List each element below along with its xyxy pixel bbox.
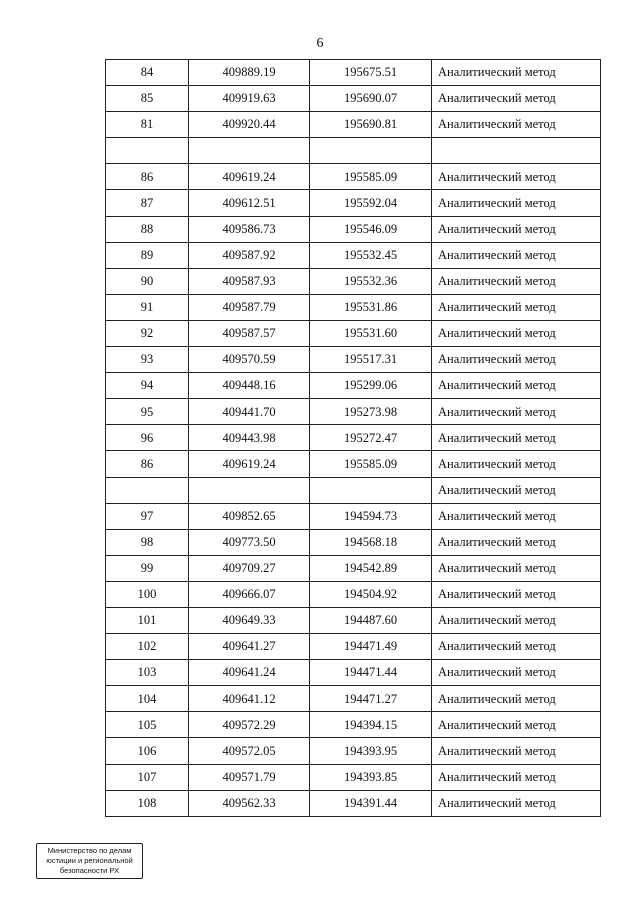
point-number-cell bbox=[106, 138, 189, 164]
x-coordinate-cell: 409570.59 bbox=[189, 347, 310, 373]
y-coordinate-cell: 195690.07 bbox=[310, 86, 432, 112]
point-number-cell: 86 bbox=[106, 451, 189, 477]
table-row bbox=[106, 268, 601, 294]
y-coordinate-cell: 195299.06 bbox=[310, 373, 432, 399]
method-cell: Аналитический метод bbox=[432, 86, 601, 112]
table-row bbox=[106, 607, 601, 633]
table-row bbox=[106, 634, 601, 660]
x-coordinate-cell: 409709.27 bbox=[189, 555, 310, 581]
point-number-cell: 89 bbox=[106, 242, 189, 268]
table-row bbox=[106, 164, 601, 190]
y-coordinate-cell: 195532.36 bbox=[310, 268, 432, 294]
y-coordinate-cell: 195675.51 bbox=[310, 60, 432, 86]
point-number-cell: 94 bbox=[106, 373, 189, 399]
method-cell: Аналитический метод bbox=[432, 190, 601, 216]
method-cell: Аналитический метод bbox=[432, 686, 601, 712]
x-coordinate-cell: 409889.19 bbox=[189, 60, 310, 86]
table-row bbox=[106, 712, 601, 738]
method-cell: Аналитический метод bbox=[432, 216, 601, 242]
x-coordinate-cell: 409572.05 bbox=[189, 738, 310, 764]
x-coordinate-cell: 409773.50 bbox=[189, 529, 310, 555]
table-row bbox=[106, 60, 601, 86]
method-cell: Аналитический метод bbox=[432, 529, 601, 555]
y-coordinate-cell: 195546.09 bbox=[310, 216, 432, 242]
y-coordinate-cell: 194504.92 bbox=[310, 581, 432, 607]
method-cell: Аналитический метод bbox=[432, 399, 601, 425]
y-coordinate-cell: 195531.60 bbox=[310, 320, 432, 346]
x-coordinate-cell: 409649.33 bbox=[189, 607, 310, 633]
point-number-cell bbox=[106, 477, 189, 503]
point-number-cell: 107 bbox=[106, 764, 189, 790]
point-number-cell: 92 bbox=[106, 320, 189, 346]
y-coordinate-cell: 194394.15 bbox=[310, 712, 432, 738]
page-number: 6 bbox=[316, 36, 324, 51]
y-coordinate-cell: 195532.45 bbox=[310, 242, 432, 268]
table-row bbox=[106, 112, 601, 138]
method-cell: Аналитический метод bbox=[432, 790, 601, 816]
table-row bbox=[106, 320, 601, 346]
x-coordinate-cell: 409587.92 bbox=[189, 242, 310, 268]
table-row bbox=[106, 86, 601, 112]
y-coordinate-cell: 195585.09 bbox=[310, 164, 432, 190]
table-row bbox=[106, 660, 601, 686]
y-coordinate-cell: 194568.18 bbox=[310, 529, 432, 555]
point-number-cell: 106 bbox=[106, 738, 189, 764]
method-cell: Аналитический метод bbox=[432, 660, 601, 686]
y-coordinate-cell: 195273.98 bbox=[310, 399, 432, 425]
x-coordinate-cell: 409587.93 bbox=[189, 268, 310, 294]
y-coordinate-cell: 194542.89 bbox=[310, 555, 432, 581]
table-row bbox=[106, 190, 601, 216]
x-coordinate-cell: 409448.16 bbox=[189, 373, 310, 399]
table-row bbox=[106, 216, 601, 242]
table-row bbox=[106, 686, 601, 712]
table-row bbox=[106, 503, 601, 529]
table-row bbox=[106, 347, 601, 373]
point-number-cell: 100 bbox=[106, 581, 189, 607]
method-cell: Аналитический метод bbox=[432, 503, 601, 529]
point-number-cell: 108 bbox=[106, 790, 189, 816]
point-number-cell: 96 bbox=[106, 425, 189, 451]
method-cell: Аналитический метод bbox=[432, 268, 601, 294]
table-row bbox=[106, 764, 601, 790]
y-coordinate-cell: 194391.44 bbox=[310, 790, 432, 816]
ministry-stamp bbox=[36, 843, 143, 879]
table-row bbox=[106, 138, 601, 164]
y-coordinate-cell: 195517.31 bbox=[310, 347, 432, 373]
method-cell: Аналитический метод bbox=[432, 634, 601, 660]
point-number-cell: 104 bbox=[106, 686, 189, 712]
x-coordinate-cell: 409587.79 bbox=[189, 294, 310, 320]
method-cell: Аналитический метод bbox=[432, 581, 601, 607]
x-coordinate-cell: 409572.29 bbox=[189, 712, 310, 738]
x-coordinate-cell: 409852.65 bbox=[189, 503, 310, 529]
table-body bbox=[106, 60, 601, 817]
x-coordinate-cell: 409586.73 bbox=[189, 216, 310, 242]
point-number-cell: 105 bbox=[106, 712, 189, 738]
y-coordinate-cell: 194393.85 bbox=[310, 764, 432, 790]
y-coordinate-cell: 194471.44 bbox=[310, 660, 432, 686]
table-row bbox=[106, 242, 601, 268]
x-coordinate-cell: 409666.07 bbox=[189, 581, 310, 607]
table-row bbox=[106, 451, 601, 477]
point-number-cell: 93 bbox=[106, 347, 189, 373]
stamp-line: безопасности РХ bbox=[59, 866, 120, 875]
point-number-cell: 97 bbox=[106, 503, 189, 529]
method-cell: Аналитический метод bbox=[432, 112, 601, 138]
x-coordinate-cell: 409619.24 bbox=[189, 164, 310, 190]
y-coordinate-cell: 194594.73 bbox=[310, 503, 432, 529]
y-coordinate-cell bbox=[310, 477, 432, 503]
method-cell: Аналитический метод bbox=[432, 451, 601, 477]
x-coordinate-cell: 409619.24 bbox=[189, 451, 310, 477]
point-number-cell: 81 bbox=[106, 112, 189, 138]
x-coordinate-cell bbox=[189, 477, 310, 503]
method-cell: Аналитический метод bbox=[432, 738, 601, 764]
y-coordinate-cell: 194487.60 bbox=[310, 607, 432, 633]
y-coordinate-cell: 195272.47 bbox=[310, 425, 432, 451]
table-row bbox=[106, 738, 601, 764]
method-cell: Аналитический метод bbox=[432, 347, 601, 373]
table-row bbox=[106, 399, 601, 425]
table-row bbox=[106, 425, 601, 451]
method-cell: Аналитический метод bbox=[432, 555, 601, 581]
table-row bbox=[106, 529, 601, 555]
point-number-cell: 84 bbox=[106, 60, 189, 86]
point-number-cell: 87 bbox=[106, 190, 189, 216]
stamp-line: юстиции и региональной bbox=[46, 856, 133, 865]
y-coordinate-cell: 195690.81 bbox=[310, 112, 432, 138]
x-coordinate-cell: 409641.24 bbox=[189, 660, 310, 686]
method-cell: Аналитический метод bbox=[432, 242, 601, 268]
x-coordinate-cell: 409641.27 bbox=[189, 634, 310, 660]
table-row bbox=[106, 477, 601, 503]
table-row bbox=[106, 790, 601, 816]
x-coordinate-cell: 409441.70 bbox=[189, 399, 310, 425]
table-row bbox=[106, 294, 601, 320]
method-cell: Аналитический метод bbox=[432, 373, 601, 399]
point-number-cell: 86 bbox=[106, 164, 189, 190]
table-row bbox=[106, 555, 601, 581]
method-cell: Аналитический метод bbox=[432, 712, 601, 738]
point-number-cell: 90 bbox=[106, 268, 189, 294]
point-number-cell: 91 bbox=[106, 294, 189, 320]
x-coordinate-cell: 409443.98 bbox=[189, 425, 310, 451]
y-coordinate-cell: 194393.95 bbox=[310, 738, 432, 764]
method-cell bbox=[432, 138, 601, 164]
method-cell: Аналитический метод bbox=[432, 320, 601, 346]
point-number-cell: 99 bbox=[106, 555, 189, 581]
point-number-cell: 95 bbox=[106, 399, 189, 425]
point-number-cell: 88 bbox=[106, 216, 189, 242]
table-row bbox=[106, 581, 601, 607]
point-number-cell: 98 bbox=[106, 529, 189, 555]
method-cell: Аналитический метод bbox=[432, 764, 601, 790]
x-coordinate-cell: 409587.57 bbox=[189, 320, 310, 346]
x-coordinate-cell: 409641.12 bbox=[189, 686, 310, 712]
point-number-cell: 103 bbox=[106, 660, 189, 686]
x-coordinate-cell: 409571.79 bbox=[189, 764, 310, 790]
coordinates-table bbox=[105, 59, 601, 817]
method-cell: Аналитический метод bbox=[432, 294, 601, 320]
y-coordinate-cell: 195585.09 bbox=[310, 451, 432, 477]
table-row bbox=[106, 373, 601, 399]
point-number-cell: 85 bbox=[106, 86, 189, 112]
method-cell: Аналитический метод bbox=[432, 164, 601, 190]
x-coordinate-cell: 409612.51 bbox=[189, 190, 310, 216]
x-coordinate-cell bbox=[189, 138, 310, 164]
point-number-cell: 101 bbox=[106, 607, 189, 633]
x-coordinate-cell: 409920.44 bbox=[189, 112, 310, 138]
y-coordinate-cell: 194471.49 bbox=[310, 634, 432, 660]
method-cell: Аналитический метод bbox=[432, 60, 601, 86]
method-cell: Аналитический метод bbox=[432, 607, 601, 633]
y-coordinate-cell bbox=[310, 138, 432, 164]
y-coordinate-cell: 195592.04 bbox=[310, 190, 432, 216]
method-cell: Аналитический метод bbox=[432, 477, 601, 503]
x-coordinate-cell: 409919.63 bbox=[189, 86, 310, 112]
stamp-line: Министерство по делам bbox=[47, 846, 132, 855]
x-coordinate-cell: 409562.33 bbox=[189, 790, 310, 816]
y-coordinate-cell: 195531.86 bbox=[310, 294, 432, 320]
point-number-cell: 102 bbox=[106, 634, 189, 660]
y-coordinate-cell: 194471.27 bbox=[310, 686, 432, 712]
method-cell: Аналитический метод bbox=[432, 425, 601, 451]
